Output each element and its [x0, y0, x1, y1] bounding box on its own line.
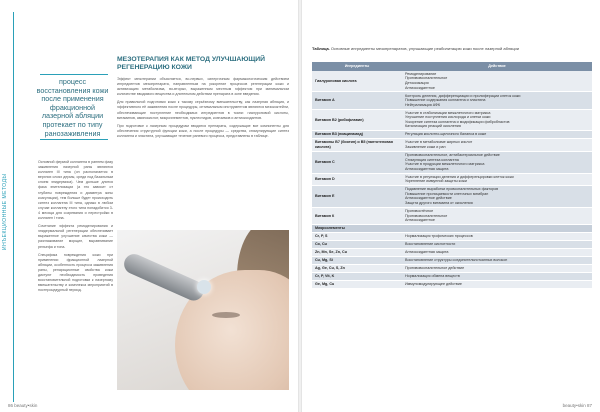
action-item: Укрепление иммунной защиты кожи [405, 179, 467, 184]
table-row [312, 264, 592, 272]
section-side-label: ИНЪЕКЦИОННЫЕ МЕТОДЫ [2, 173, 8, 250]
ingredient-actions [402, 186, 592, 208]
table-row [312, 280, 592, 288]
table-row [312, 109, 592, 131]
pull-quote-rule-top [40, 74, 108, 75]
left-text-column [38, 160, 113, 296]
action-item: Ускорение синтеза коллагена и модификации фибробластов [405, 119, 510, 124]
action-item: Стимуляция синтеза коллагена [405, 157, 459, 162]
table-row [312, 139, 592, 152]
table-row [312, 173, 592, 186]
ingredient-actions [402, 173, 592, 186]
table-row [312, 207, 592, 224]
ingredient-name: Гиалуроновая кислота [312, 71, 402, 92]
device-tip-glow [197, 280, 211, 294]
left-page [0, 0, 298, 412]
table-row [312, 92, 592, 109]
table-row [312, 131, 592, 139]
element-name: Ag, Ge, Cu, S, Zn [312, 264, 402, 272]
element-action: Противовоспалительное действие [402, 264, 592, 272]
ingredient-actions [402, 92, 592, 109]
element-action: Восстановление структуры соединительнотканных волокон [402, 256, 592, 264]
action-item: Антиоксидантное [405, 218, 435, 223]
ingredient-name: Витамин А [312, 92, 402, 109]
element-action: Нормализация обмена веществ [402, 272, 592, 280]
element-action: Антиоксидантная защита [402, 248, 592, 256]
table-row [312, 71, 592, 92]
ingredients-table [312, 62, 592, 289]
action-item: Катализация реакций окисления [405, 124, 461, 129]
table-body [312, 71, 592, 289]
action-item: Регуляция кислотно-щелочного баланса в коже [405, 132, 487, 137]
table-caption [312, 46, 592, 51]
laser-device-illustration [121, 251, 207, 304]
table-row [312, 248, 592, 256]
micro-section-row [312, 225, 592, 233]
element-name: Cr, P, Vit, K [312, 272, 402, 280]
table-caption-label: Таблица. [312, 46, 330, 51]
ingredient-name: Витамин К [312, 207, 402, 224]
pull-quote: процесс восстановления кожи после применения фракционной лазерной абляции протекает по типу ранозаживления [36, 77, 109, 138]
table-row [312, 240, 592, 248]
action-item: Антиоксидантное действие [405, 196, 452, 201]
element-name: Cr, P, S [312, 232, 402, 240]
paragraph: Специфика повреждения кожи при применении фракционной лазерной абляции, особенность процесса заживления раны, репарационные свойства кожи диктуют необходимость проведения восстановительной подготовки к лазерному вмешательству и комплекса мероприятий в постпроцедурный период. [38, 252, 113, 293]
table-row [312, 272, 592, 280]
action-item: Повышение содержания коллагена и эластина [405, 98, 486, 103]
table-caption-text: Основные ингредиенты мезопрепаратов, улучшающие реабилитацию кожи после лазерной абляции [330, 46, 519, 51]
paragraph: Для правильной подготовки кожи к такому серьёзному вмешательству, как лазерная абляция, и эффективного её заживления после процедуры, оптимальным инструментом являются мезококтейли, обеспечивающие поступление необходимых ингредиентов в ткани: гиалуроновой кислоты, витаминов, аминокислот, микроэлементов, нуклеотидов, коэнзимов и антиоксидантов. [117, 100, 289, 120]
ingredient-name: Витамины В7 (биотин) и В5 (пантотеновая кислота) [312, 139, 402, 152]
action-item: Противовоспалительное [405, 213, 448, 218]
page-footer-right: beauty•skin 87 [562, 403, 592, 408]
element-action: Иммуномодулирующее действие [402, 280, 592, 288]
ingredient-actions [402, 131, 592, 139]
action-item: Подавление выработки провоспалительных факторов [405, 187, 499, 192]
ingredient-name: Витамин Е [312, 186, 402, 208]
main-text-column [117, 77, 289, 142]
paragraph: Сочетание эффекта ремоделирования и эпидермальной регенерации обеспечивает выраженное улучшение качества кожи — разглаживание морщин, выравнивание рельефа и тона. [38, 224, 113, 249]
action-item: Противовоспалительное, антибактериальное действие [405, 152, 500, 157]
table-row [312, 232, 592, 240]
element-name: Zn, Mn, Se, Zn, Cu [312, 248, 402, 256]
table-header-row [312, 62, 592, 71]
action-item: Антиоксидантное [405, 85, 435, 90]
pull-quote-rule-bottom [40, 139, 108, 140]
element-name: Ge, Mg, Cu [312, 280, 402, 288]
treatment-photo [117, 230, 289, 390]
action-item: Улучшение поступления кислорода и клетки кожи [405, 115, 491, 120]
action-item: Нейтрализация АФК [405, 102, 440, 107]
action-item: Повышение проницаемости клеточных мембран [405, 191, 489, 196]
action-item: Ремоделирование [405, 71, 437, 76]
action-item: Участие в метаболизме жирных кислот [405, 140, 473, 145]
ingredient-name: Витамин С [312, 151, 402, 173]
ingredient-name: Витамин В2 (рибофлавин) [312, 109, 402, 131]
action-item: Защита другого витамина от окисления [405, 201, 473, 206]
ingredient-actions [402, 109, 592, 131]
micro-section-header: Микроэлементы [312, 225, 592, 233]
ingredient-actions [402, 151, 592, 173]
action-item: Заживление кожи и ран [405, 145, 446, 149]
element-name: Co, Cu [312, 240, 402, 248]
page-footer-left: 86 beauty•skin [8, 403, 38, 408]
action-item: Противоотёчное [405, 209, 434, 214]
right-page [302, 0, 600, 412]
action-item: Участие в регуляции деления и дифференцировки клеток кожи [405, 174, 514, 179]
action-item: Противовоспалительное [405, 76, 448, 81]
table-row [312, 256, 592, 264]
action-item: Детоксикация [405, 80, 429, 85]
paragraph: При подготовке к лазерным процедурам вводятся препараты, содержащие все компоненты для обеспечения структурной функции кожи, а после процедуры — средства, стимулирующие синтез коллагена и эластина, улучшающие течение раневого процесса, представлены в таблице. [117, 123, 289, 138]
action-item: Участие в стабилизации межклеточного матрикса [405, 110, 491, 115]
ingredient-actions [402, 139, 592, 152]
paragraph: Основной фермой коллагена в раннем фазу заживления лазерной раны являются коллаген III типа (он располагается в верхних слоях дермы, среди под базальным слоем эпидермиса). Чем дольше длится фаза эпителизации (а это зависит от глубины повреждения и диаметра зоны коагуляции), тем больше будет происходить синтез коллагена III типа, однако в любом случае коллагену этого типа понадобится 3-4 месяца для созревания и перестройки в коллаген I типа. [38, 160, 113, 221]
action-item: Антиоксидантная защита [405, 166, 449, 171]
margin-rule [13, 12, 14, 402]
table-row [312, 151, 592, 173]
ingredient-name: Витамин D [312, 173, 402, 186]
header-ingredients: Ингредиенты [312, 62, 402, 71]
ingredient-actions [402, 207, 592, 224]
element-action: Восстановление кислотности [402, 240, 592, 248]
ingredient-name: Витамин В3 (ниацинамид) [312, 131, 402, 139]
paragraph: Эффект мезотерапии объясняется, во-первых, синергичным фармакологическим действием ингредиентов мезопрепарата, направленным на ускорение процессов регенерации кожи и активизацию метаболизма, во-вторых, выраженным местным эффектом при минимальном количестве вводимого вещества и длительном действии препарата в зоне введения. [117, 77, 289, 97]
element-name: Cu, Mg, Si [312, 256, 402, 264]
ingredient-actions [402, 71, 592, 92]
element-action: Нормализация трофических процессов [402, 232, 592, 240]
article-title: МЕЗОТЕРАПИЯ КАК МЕТОД УЛУЧШАЮЩИЙ РЕГЕНЕРАЦИЮ КОЖИ [117, 56, 266, 71]
table-row [312, 186, 592, 208]
action-item: Контроль деления, дифференциации и пролиферации клеток кожи [405, 93, 521, 98]
photo-eye [212, 312, 240, 318]
action-item: Участие в продукции межклеточного матрикса [405, 162, 485, 167]
header-action: Действие [402, 62, 592, 71]
